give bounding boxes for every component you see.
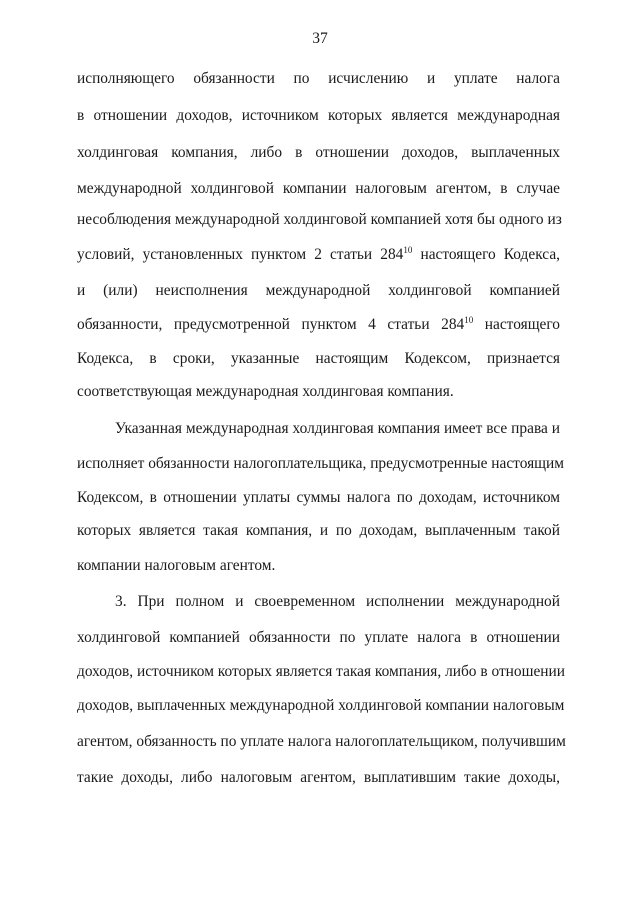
superscript: 10 xyxy=(464,315,474,325)
text-segment: настоящего Кодекса, xyxy=(412,246,561,263)
text-line-with-superscript xyxy=(77,316,560,334)
text-line: соответствующая международная холдинговая компания. xyxy=(77,383,454,400)
text-line: доходов, источником которых является такая компания, либо в отношении xyxy=(77,663,566,680)
text-line: в отношении доходов, источником которых является международная xyxy=(77,107,560,124)
text-line: Кодекса, в сроки, указанные настоящим Кодексом, признается xyxy=(77,350,560,367)
text-segment: условий, установленных пунктом 2 статьи 284 xyxy=(77,246,404,263)
paragraph-first-line: 3. При полном и своевременном исполнении международной xyxy=(115,593,560,610)
text-line: холдинговой компанией обязанности по уплате налога в отношении xyxy=(77,629,560,646)
page-number: 37 xyxy=(312,30,328,47)
text-line: и (или) неисполнения международной холдинговой компанией xyxy=(77,282,560,299)
text-line: исполняет обязанности налогоплательщика, предусмотренные настоящим xyxy=(77,455,564,472)
text-line: холдинговая компания, либо в отношении доходов, выплаченных xyxy=(77,144,560,161)
text-line: международной холдинговой компании налоговым агентом, в случае xyxy=(77,180,560,197)
text-line: агентом, обязанность по уплате налога налогоплательщиком, получившим xyxy=(77,733,566,750)
text-line-with-superscript xyxy=(77,246,560,264)
text-line: доходов, выплаченных международной холдинговой компании налоговым xyxy=(77,697,565,714)
superscript: 10 xyxy=(403,245,413,255)
text-line: несоблюдения международной холдинговой компанией хотя бы одного из xyxy=(77,211,562,228)
text-line: Кодексом, в отношении уплаты суммы налога по доходам, источником xyxy=(77,489,560,506)
text-line: такие доходы, либо налоговым агентом, выплатившим такие доходы, xyxy=(77,769,560,786)
text-line: которых является такая компания, и по доходам, выплаченным такой xyxy=(77,522,560,539)
text-segment: настоящего xyxy=(473,316,560,333)
paragraph-first-line: Указанная международная холдинговая компания имеет все права и xyxy=(115,420,560,437)
text-line: компании налоговым агентом. xyxy=(77,557,276,574)
text-line: исполняющего обязанности по исчислению и уплате налога xyxy=(77,70,560,87)
text-segment: обязанности, предусмотренной пунктом 4 статьи 284 xyxy=(77,316,465,333)
